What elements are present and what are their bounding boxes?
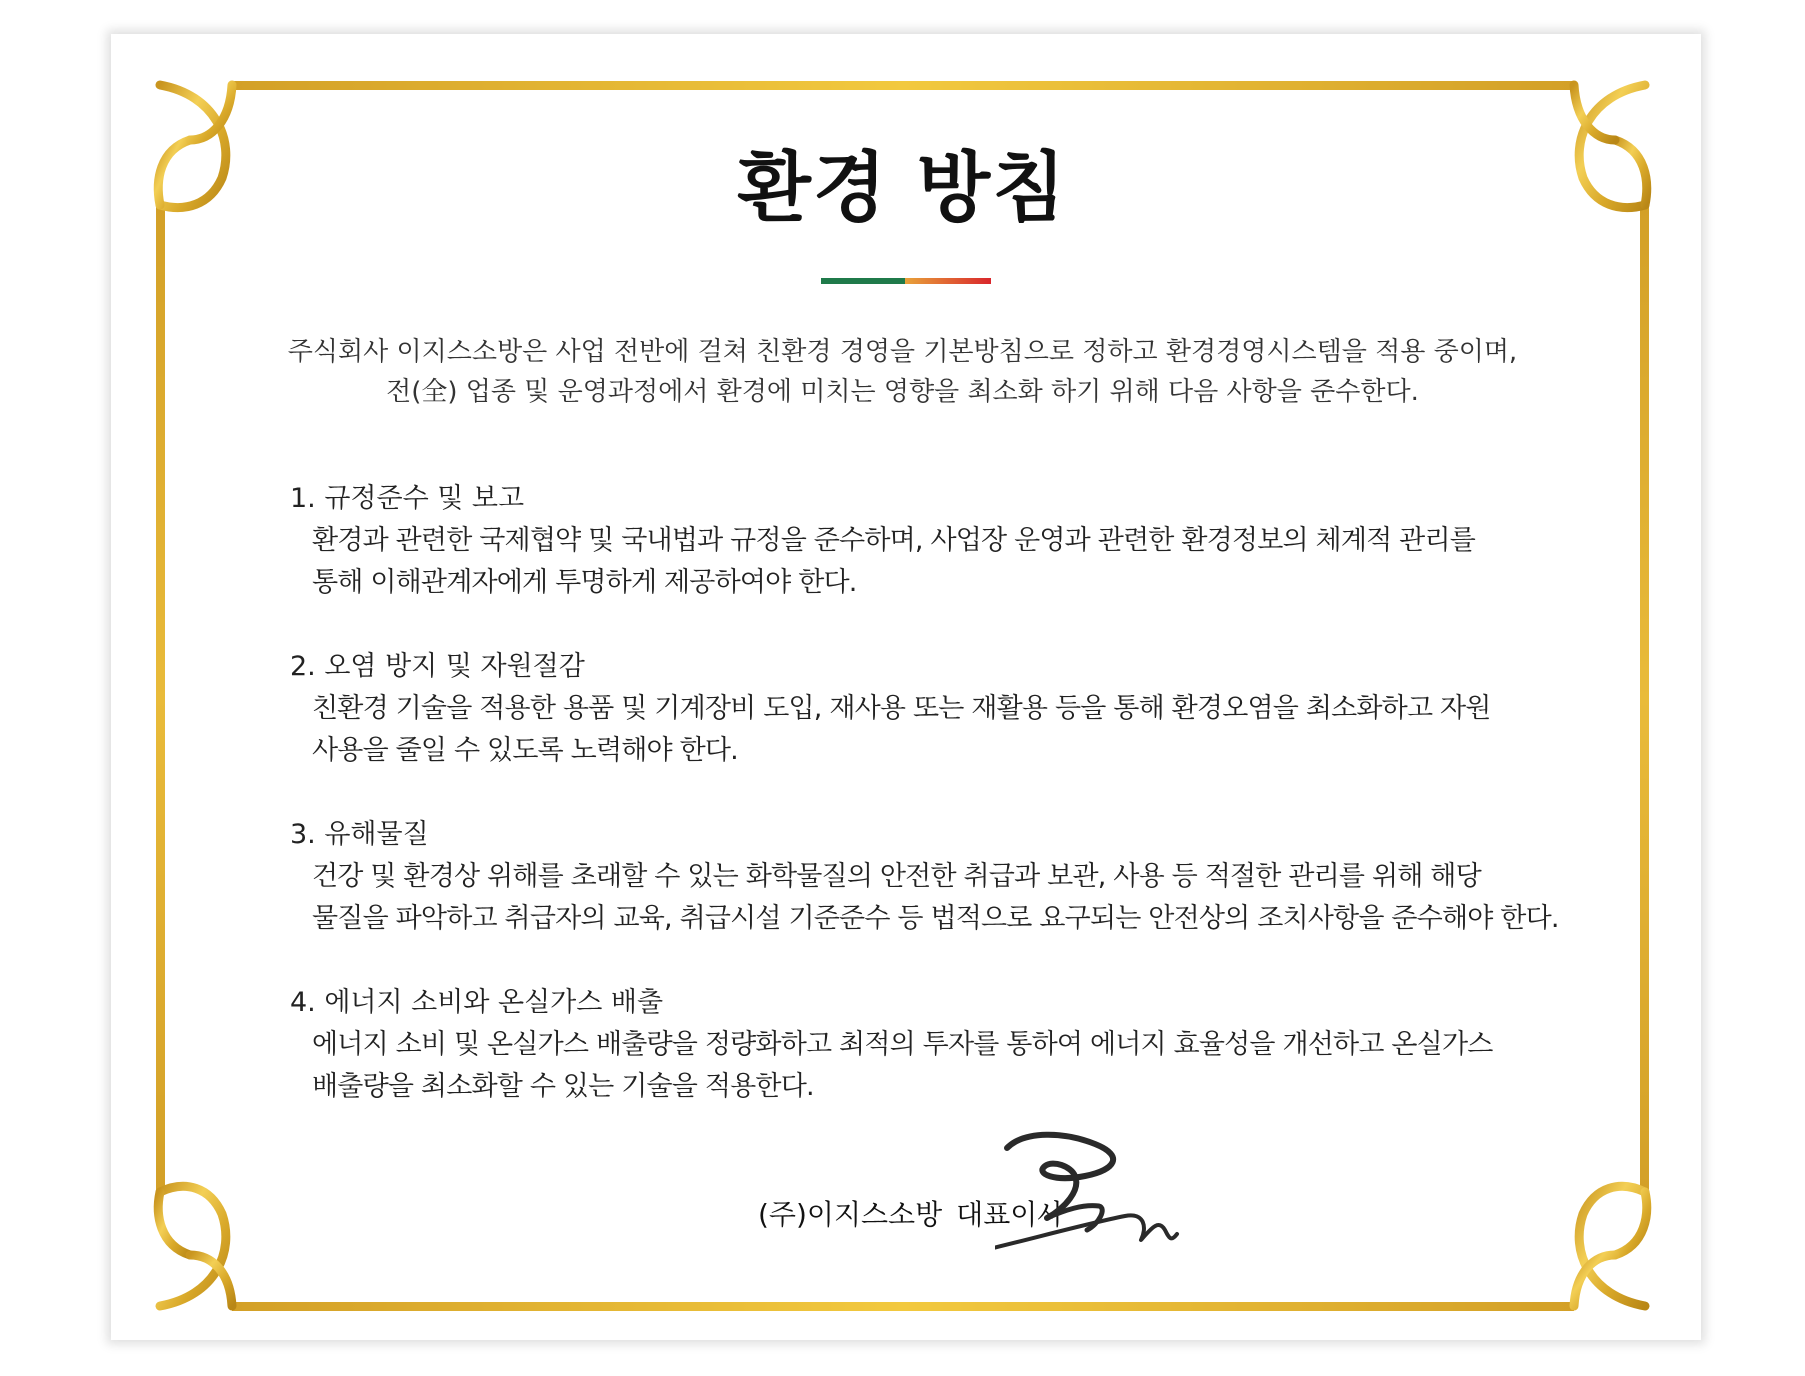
section-body <box>290 1024 1610 1108</box>
ceo-title: 대표이사 <box>956 1198 1065 1231</box>
section-body <box>290 856 1610 940</box>
section-line: 통해 이해관계자에게 투명하게 제공하여야 한다. <box>312 567 857 598</box>
section-line: 사용을 줄일 수 있도록 노력해야 한다. <box>312 735 738 766</box>
page-title: 환경 방침 <box>737 143 1068 232</box>
policy-section-4 <box>290 982 1610 1108</box>
section-body <box>290 520 1610 604</box>
section-body <box>290 688 1610 772</box>
intro-line: 전(全) 업종 및 운영과정에서 환경에 미치는 영향을 최소화 하기 위해 다음 사항을 준수한다. <box>386 377 1419 407</box>
section-line: 건강 및 환경상 위해를 초래할 수 있는 화학물질의 안전한 취급과 보관, 사용 등 적절한 관리를 위해 해당 <box>312 861 1481 892</box>
policy-section-2 <box>290 646 1610 772</box>
title-underline-gradient <box>905 278 991 284</box>
intro-line: 주식회사 이지스소방은 사업 전반에 걸쳐 친환경 경영을 기본방침으로 정하고 환경경영시스템을 적용 중이며, <box>287 337 1518 367</box>
section-title: 3. 유해물질 <box>290 819 429 850</box>
title-underline-green <box>821 278 905 284</box>
policy-section-3 <box>290 814 1610 940</box>
title-underline <box>821 278 991 284</box>
section-line: 배출량을 최소화할 수 있는 기술을 적용한다. <box>312 1071 814 1102</box>
section-line: 환경과 관련한 국제협약 및 국내법과 규정을 준수하며, 사업장 운영과 관련한 환경정보의 체계적 관리를 <box>312 525 1476 556</box>
section-title: 1. 규정준수 및 보고 <box>290 483 525 514</box>
section-line: 물질을 파악하고 취급자의 교육, 취급시설 기준준수 등 법적으로 요구되는 안전상의 조치사항을 준수해야 한다. <box>312 903 1559 934</box>
policy-section-1 <box>290 478 1610 604</box>
intro-paragraph <box>200 332 1605 412</box>
company-name: (주)이지스소방 <box>758 1198 943 1231</box>
section-line: 친환경 기술을 적용한 용품 및 기계장비 도입, 재사용 또는 재활용 등을 통해 환경오염을 최소화하고 자원 <box>312 693 1491 724</box>
section-title: 4. 에너지 소비와 온실가스 배출 <box>290 987 664 1018</box>
handwritten-signature <box>995 1130 1195 1260</box>
section-title: 2. 오염 방지 및 자원절감 <box>290 651 585 682</box>
section-line: 에너지 소비 및 온실가스 배출량을 정량화하고 최적의 투자를 통하여 에너지 효율성을 개선하고 온실가스 <box>312 1029 1493 1060</box>
